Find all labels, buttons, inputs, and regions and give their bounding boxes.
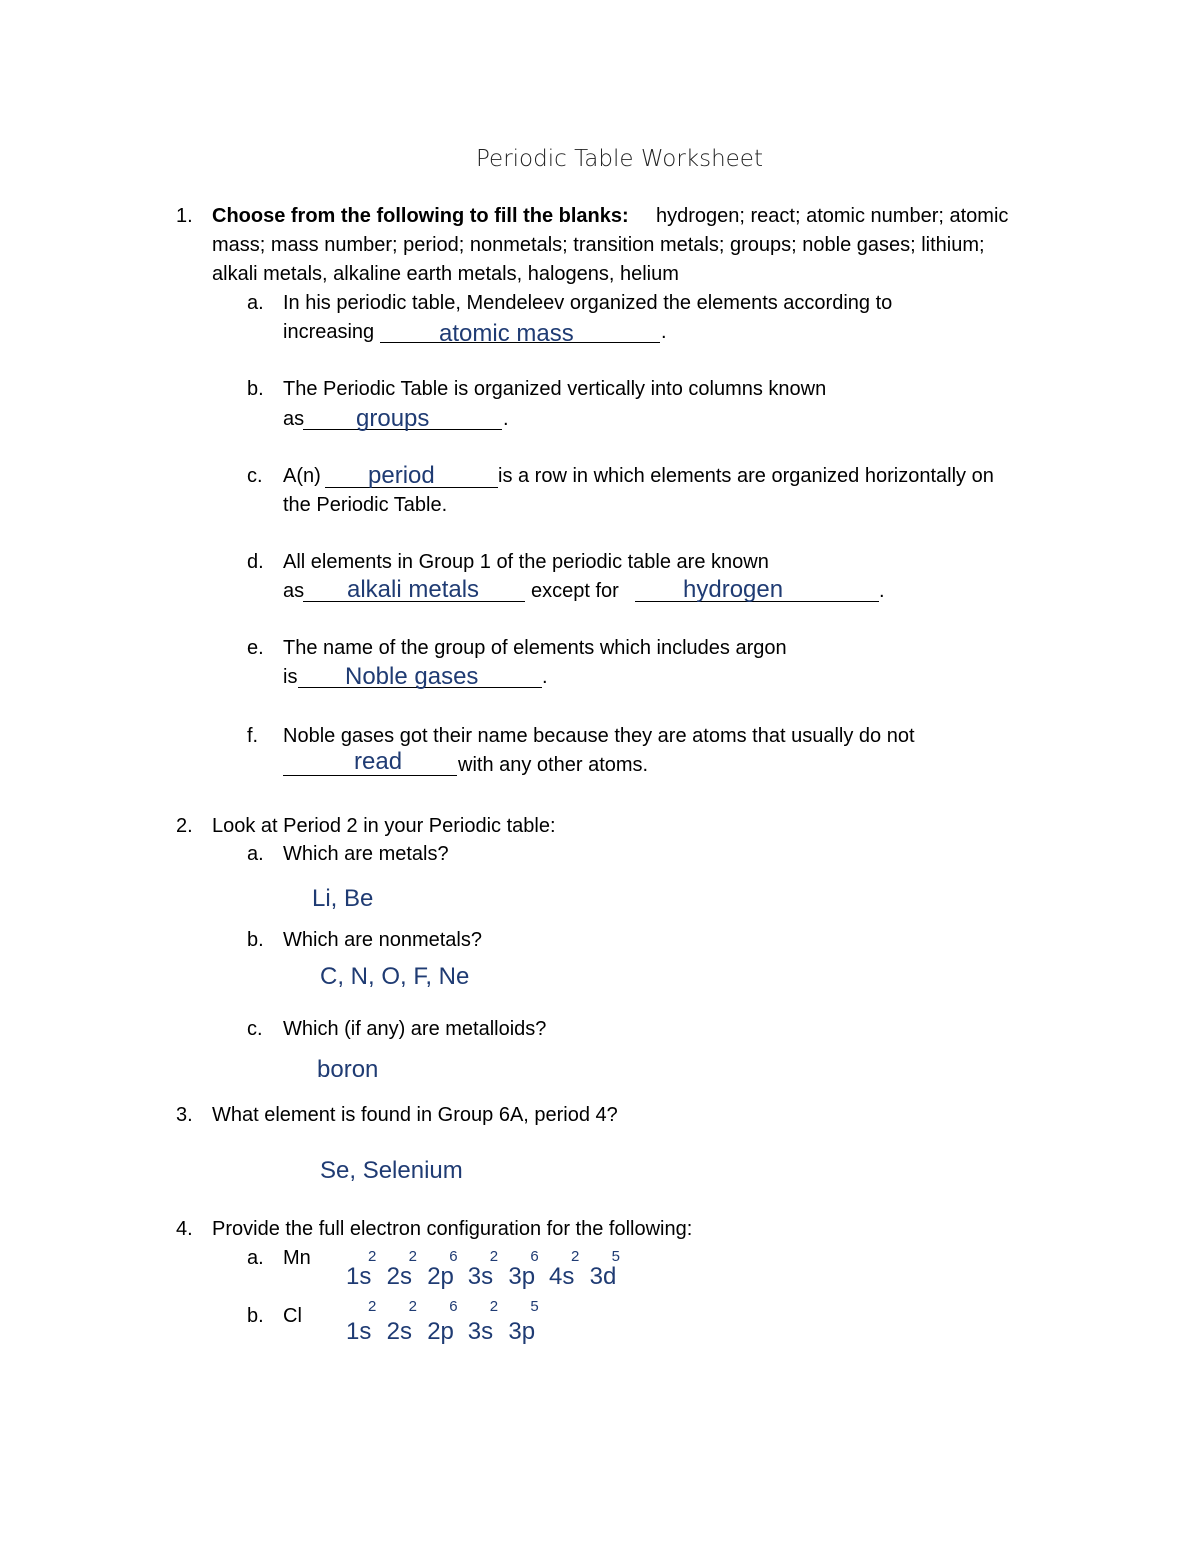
q4b-letter: b. [247,1305,264,1327]
q2-prompt: Look at Period 2 in your Periodic table: [212,815,556,837]
q1-word-bank-line2: mass; mass number; period; nonmetals; transition metals; groups; noble gases; lithium; [212,234,985,256]
q1b-answer: groups [356,405,430,432]
q1e-suffix: . [542,666,548,688]
q1d-text: All elements in Group 1 of the periodic table are known [283,551,769,573]
q1-word-bank-line3: alkali metals, alkaline earth metals, halogens, helium [212,263,679,285]
q1c-answer: period [368,462,435,489]
q2a-answer: Li, Be [312,885,374,912]
orbital-label: 1s [346,1263,372,1290]
q1c-line2: the Periodic Table. [283,494,448,516]
q1b-prefix: as [283,408,305,430]
q1b-letter: b. [247,378,264,400]
q1c-suffix: is a row in which elements are organized horizontally on [498,465,994,487]
electron-count: 2 [571,1248,580,1265]
q1e-prefix: is [283,666,298,688]
q1c-letter: c. [247,465,263,487]
q2c-question: Which (if any) are metalloids? [283,1018,547,1040]
electron-count: 2 [489,1248,499,1265]
q1-prompt: Choose from the following to fill the blanks: [212,205,629,227]
q1e-letter: e. [247,637,264,659]
orbital-label: 3p [508,1318,536,1345]
q2c-letter: c. [247,1018,263,1040]
page-title: Periodic Table Worksheet [476,146,763,172]
q3-number: 3. [176,1104,193,1126]
orbital-label: 1s [346,1318,372,1345]
q2a-letter: a. [247,843,264,865]
q1a-prefix: increasing [283,321,375,343]
electron-count: 6 [530,1248,539,1265]
q3-prompt: What element is found in Group 6A, period 4? [212,1104,618,1126]
q1b-suffix: . [503,408,509,430]
q2c-answer: boron [317,1056,379,1083]
q1d-middle: except for [531,580,619,602]
q1d-prefix: as [283,580,305,602]
electron-count: 2 [368,1298,377,1315]
electron-count: 2 [408,1298,417,1315]
q4a-letter: a. [247,1247,264,1269]
q2b-letter: b. [247,929,264,951]
orbital-label: 3s [467,1318,494,1345]
q2b-question: Which are nonmetals? [283,929,482,951]
q1a-text: In his periodic table, Mendeleev organized the elements according to [283,292,893,314]
orbital-label: 2s [386,1318,412,1345]
orbital-label: 3p [508,1263,536,1290]
q1c-prefix: A(n) [283,465,321,487]
q2-number: 2. [176,815,193,837]
electron-count: 2 [489,1298,499,1315]
q1d-answer-2: hydrogen [683,576,784,603]
q1f-letter: f. [247,725,259,747]
q4-prompt: Provide the full electron configuration for the following: [212,1218,693,1240]
electron-count: 6 [449,1298,458,1315]
electron-count: 2 [368,1248,377,1265]
q1-word-bank-line1: hydrogen; react; atomic number; atomic [656,205,1009,227]
electron-count: 5 [611,1248,620,1265]
q1f-answer: read [354,748,403,775]
electron-count: 2 [408,1248,417,1265]
orbital-label: 2p [427,1263,454,1290]
orbital-label: 3d [589,1263,617,1290]
q1d-suffix: . [879,580,885,602]
q1a-letter: a. [247,292,264,314]
electron-count: 6 [449,1248,458,1265]
q3-answer: Se, Selenium [320,1157,463,1184]
orbital-label: 3s [467,1263,494,1290]
q1e-answer: Noble gases [345,663,479,690]
q4b-element: Cl [283,1305,302,1327]
q1e-text: The name of the group of elements which includes argon [283,637,787,659]
q1f-suffix: with any other atoms. [458,754,649,776]
electron-count: 5 [530,1298,539,1315]
q1a-suffix: . [661,321,667,343]
q1a-answer: atomic mass [439,320,574,347]
q2a-question: Which are metals? [283,843,449,865]
q4a-element: Mn [283,1247,311,1269]
q2b-answer: C, N, O, F, Ne [320,963,470,990]
orbital-label: 4s [549,1263,575,1290]
q1d-letter: d. [247,551,264,573]
q4-number: 4. [176,1218,193,1240]
q1b-text: The Periodic Table is organized vertically into columns known [283,378,827,400]
q1-number: 1. [176,205,193,227]
q1f-text: Noble gases got their name because they are atoms that usually do not [283,725,915,747]
orbital-label: 2p [427,1318,454,1345]
orbital-label: 2s [386,1263,412,1290]
q1d-answer-1: alkali metals [347,576,480,603]
